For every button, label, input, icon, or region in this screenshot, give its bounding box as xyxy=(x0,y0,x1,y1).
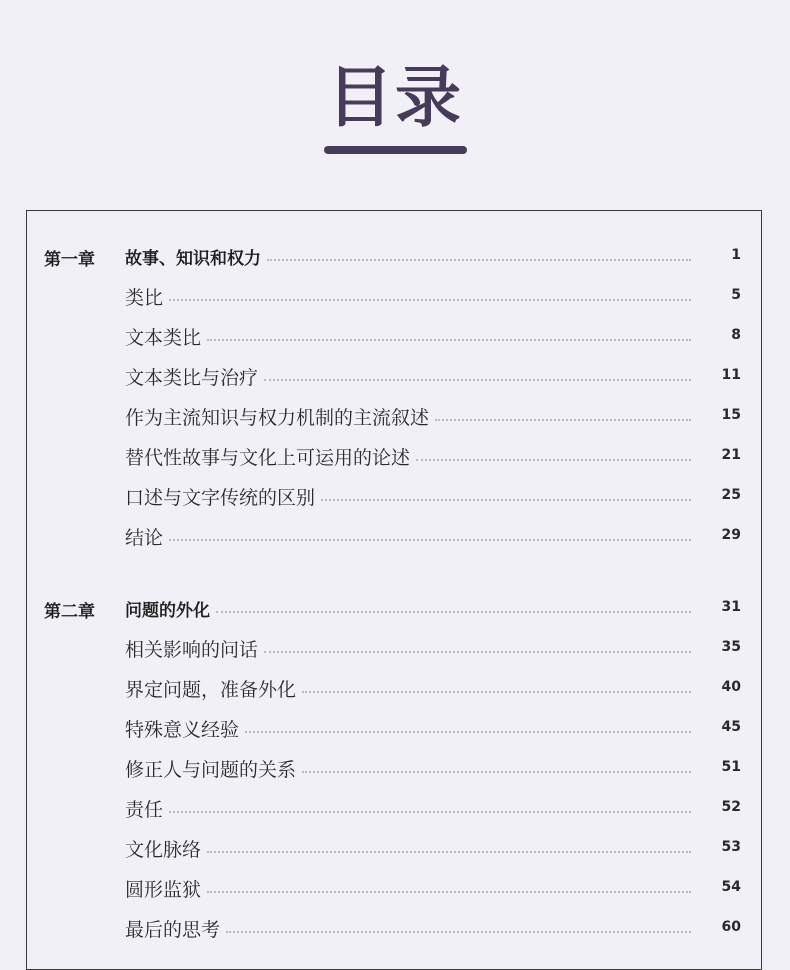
dot-leader xyxy=(416,458,691,461)
section-row[interactable] xyxy=(27,321,763,351)
section-row[interactable] xyxy=(27,913,763,943)
section-title: 特殊意义经验 xyxy=(125,718,240,741)
section-row[interactable] xyxy=(27,873,763,903)
chapter-row[interactable] xyxy=(27,241,763,271)
section-row[interactable] xyxy=(27,521,763,551)
section-row[interactable] xyxy=(27,753,763,783)
page-number: 53 xyxy=(721,839,741,855)
dot-leader xyxy=(169,298,691,301)
section-title: 类比 xyxy=(125,286,164,309)
dot-leader xyxy=(226,930,691,933)
section-title: 圆形监狱 xyxy=(125,878,202,901)
page-number: 15 xyxy=(721,407,741,423)
dot-leader xyxy=(302,770,691,773)
page-number: 31 xyxy=(721,599,741,615)
section-row[interactable] xyxy=(27,281,763,311)
section-row[interactable] xyxy=(27,481,763,511)
page-number: 21 xyxy=(721,447,741,463)
dot-leader xyxy=(207,338,691,341)
page-number: 40 xyxy=(721,679,741,695)
table-of-contents xyxy=(26,210,762,970)
dot-leader xyxy=(267,258,691,261)
section-title: 作为主流知识与权力机制的主流叙述 xyxy=(125,406,430,429)
page-number: 1 xyxy=(731,247,741,263)
section-row[interactable] xyxy=(27,401,763,431)
section-title: 文本类比与治疗 xyxy=(125,366,259,389)
page-number: 29 xyxy=(721,527,741,543)
page-title: 目录 xyxy=(327,59,463,136)
dot-leader xyxy=(264,650,691,653)
section-row[interactable] xyxy=(27,833,763,863)
section-row[interactable] xyxy=(27,361,763,391)
dot-leader xyxy=(302,690,691,693)
section-title: 相关影响的问话 xyxy=(125,638,259,661)
page-number: 45 xyxy=(721,719,741,735)
chapter-title: 故事、知识和权力 xyxy=(125,248,261,269)
chapter-title: 问题的外化 xyxy=(125,600,210,621)
section-title: 责任 xyxy=(125,798,164,821)
dot-leader xyxy=(435,418,691,421)
section-title: 文本类比 xyxy=(125,326,202,349)
chapter-label: 第一章 xyxy=(44,250,95,270)
page-number: 52 xyxy=(721,799,741,815)
dot-leader xyxy=(245,730,691,733)
section-row[interactable] xyxy=(27,793,763,823)
section-row[interactable] xyxy=(27,633,763,663)
dot-leader xyxy=(264,378,691,381)
dot-leader xyxy=(321,498,691,501)
page-number: 8 xyxy=(731,327,741,343)
dot-leader xyxy=(207,890,691,893)
chapter-label: 第二章 xyxy=(44,602,95,622)
page-number: 11 xyxy=(721,367,741,383)
section-row[interactable] xyxy=(27,441,763,471)
section-title: 修正人与问题的关系 xyxy=(125,758,297,781)
section-title: 界定问题，准备外化 xyxy=(125,678,297,701)
section-title: 口述与文字传统的区别 xyxy=(125,486,316,509)
page-number: 35 xyxy=(721,639,741,655)
chapter-row[interactable] xyxy=(27,593,763,623)
section-title: 结论 xyxy=(125,526,164,549)
dot-leader xyxy=(207,850,691,853)
dot-leader xyxy=(169,538,691,541)
section-row[interactable] xyxy=(27,713,763,743)
page-number: 60 xyxy=(721,919,741,935)
section-title: 替代性故事与文化上可运用的论述 xyxy=(125,446,411,469)
section-title: 文化脉络 xyxy=(125,838,202,861)
dot-leader xyxy=(169,810,691,813)
title-underline xyxy=(324,146,467,154)
page-number: 5 xyxy=(731,287,741,303)
page-number: 25 xyxy=(721,487,741,503)
section-title: 最后的思考 xyxy=(125,918,221,941)
section-row[interactable] xyxy=(27,673,763,703)
page-number: 54 xyxy=(721,879,741,895)
dot-leader xyxy=(216,610,691,613)
page-number: 51 xyxy=(721,759,741,775)
